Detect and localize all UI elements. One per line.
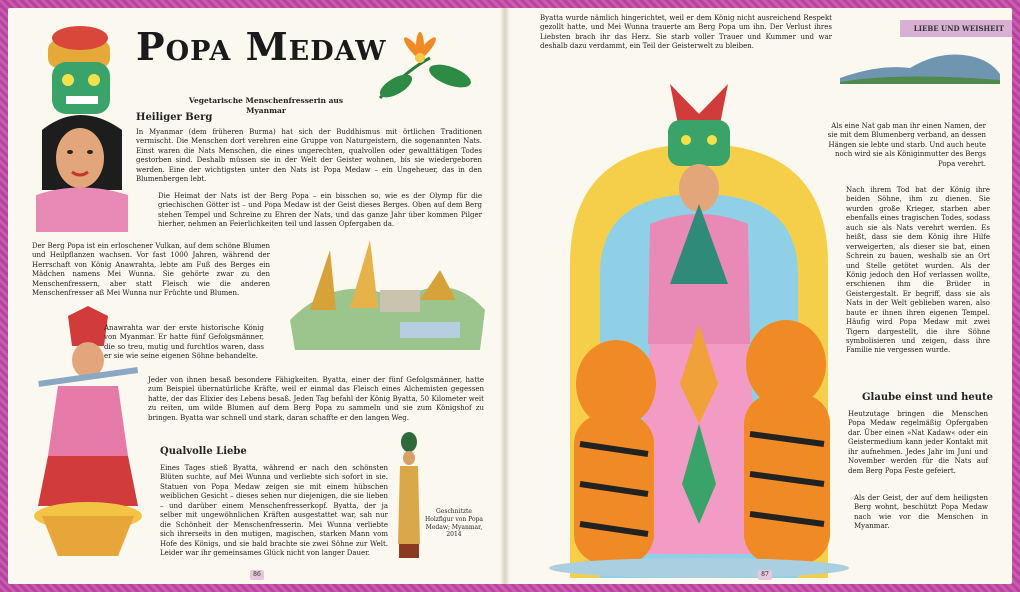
paragraph-r1: Byatta wurde nämlich hingerichtet, weil er dem König nicht ausreichend Respekt gezollt hatte, und Mei Wunna trauerte am Berg Popa um ihn. Der Verlust ihres Liebsten brach ihr das Herz. Sie starb voller Trauer und Kummer und war deshalb dazu verdammt, ein Teil der Geisterwelt zu bleiben. — [540, 14, 832, 51]
popa-medaw-with-tigers-illustration — [530, 84, 868, 578]
paragraph-r4: Heutzutage bringen die Menschen Popa Medaw regelmäßig Opfergaben dar. Über einen »Nat Kadaw« oder ein Geistermedium kann jeder Kontakt mit ihr aufnehmen. Jedes Jahr im Juni und November werden für die Nats auf dem Berg Popa Feste gefeiert. — [848, 410, 988, 475]
tiger-right — [744, 320, 830, 564]
paragraph-r2: Als eine Nat gab man ihr einen Namen, der sie mit dem Blumenberg verband, an dessen Hängen sie lebte und starb. Und auch heute noch wird sie als Königinmutter des Bergs Popa verehrt. — [827, 122, 986, 168]
flower-illustration — [370, 28, 480, 108]
right-page — [510, 8, 1012, 584]
book-gutter — [500, 8, 510, 584]
page-number-right: 87 — [758, 570, 772, 580]
photo-caption: Geschnitzte Holzfigur von Popa Medaw; Myanmar, 2014 — [424, 508, 483, 539]
paragraph-r5: Als der Geist, der auf dem heiligsten Berg wohnt, beschützt Popa Medaw nach wie vor die Menschen in Myanmar. — [854, 494, 988, 531]
popa-medaw-portrait-illustration — [22, 20, 134, 232]
temple-mountain-illustration — [280, 230, 490, 356]
wooden-figure-photo — [394, 432, 424, 566]
paragraph-2: Die Heimat der Nats ist der Berg Popa – ein bisschen so, wie es der Olymp für die griechischen Götter ist – und Popa Medaw ist der Geist dieses Berges. Oben auf dem Berg stehen Tempel und Schreine zu Ehren der Nats, und das ganze Jahr über kommen Pilger hierher, nehmen an Feierlichkeiten teil und lassen Opfergaben da. — [158, 192, 482, 229]
paragraph-3: Der Berg Popa ist ein erloschener Vulkan, auf dem schöne Blumen und Heilpflanzen wachsen. Vor fast 1000 Jahren, während der Herrschaft von König Anawrahta, lebte am Fuß des Berges ein Mädchen namens Mei Wunna. Sie gehörte zwar zu den Menschenfressern, aber statt Fleisch wie die anderen Menschenfresser aß Mei Wunna nur Früchte und Blumen. — [32, 242, 270, 298]
section-heading-glaube: Glaube einst und heute — [862, 392, 993, 403]
section-heading-heiliger-berg: Heiliger Berg — [136, 112, 213, 123]
paragraph-5: Jeder von ihnen besaß besondere Fähigkeiten. Byatta, einer der fünf Gefolgsmänner, hatte zum Beispiel übernatürliche Kräfte, weil er einmal das Fleisch eines Alchemisten gegessen hatte, der das Elixier des Lebens besaß. Jeden Tag befahl der König Byatta, 50 Kilometer weit zu reiten, um wilde Blumen auf dem Berg Popa zu sammeln und sie zum Königshof zu bringen. Byatta war schnell und stark, daran schaffte er den langen Weg. — [148, 376, 484, 422]
chapter-tag: LIEBE UND WEISHEIT — [900, 20, 1012, 37]
page-number-left: 86 — [250, 570, 264, 580]
paragraph-4: Anawrahta war der erste historische König von Myanmar. Er hatte fünf Gefolgsmänner, die so treu, mutig und furchtlos waren, dass er sie wie seine eigenen Söhne behandelte. — [104, 324, 264, 361]
page-subtitle: Vegetarische Menschenfresserin aus Myanmar — [188, 96, 344, 115]
tiger-left — [574, 340, 656, 564]
section-heading-qualvolle-liebe: Qualvolle Liebe — [160, 446, 247, 457]
left-page — [8, 8, 508, 584]
page-title: Popa Medaw — [136, 24, 387, 69]
paragraph-r3: Nach ihrem Tod bat der König ihre beiden Söhne, ihm zu dienen. Sie wurden große Krieger, starben aber ebenfalls eines tragischen Todes, sodass auch sie als Nats verehrt werden. Es heißt, dass sie dem König ihre Hilfe verweigerten, als dieser sie bat, einen Schrein zu bauen, weshalb sie an Ort und Stelle getötet wurden. Als der König jedoch den Hof verlassen wollte, erschienen ihm die Brüder in Geistergestalt. Er begriff, dass sie als Nats in der Welt geblieben waren, also baute er ihnen ihren eigenen Tempel. Häufig wird Popa Medaw mit zwei Tigern dargestellt, die ihre Söhne symbolisieren und zeigen, dass ihre Familie nie vergessen wurde. — [846, 186, 990, 355]
paragraph-6: Eines Tages stieß Byatta, während er nach den schönsten Blüten suchte, auf Mei Wunna und verliebte sich sofort in sie. Statuen von Popa Medaw zeigen sie mit einem hübschen weiblichen Gesicht – dieses sehen nur diejenigen, die sie lieben – und darüber einem Menschenfresserkopf. Byatta, der ja selber mit ungewöhnlichen Kräften ausgestattet war, sah nur die Schönheit der Menschenfresserin. Mei Wunna verliebte sich ihrerseits in den mutigen, magischen, starken Mann vom Hofe des Königs, und sie bald brachte sie zwei Söhne zur Welt. Leider war ihr gemeinsames Glück nicht von langer Dauer. — [160, 464, 388, 557]
mountain-landscape-illustration — [840, 44, 1000, 84]
paragraph-1: In Myanmar (dem früheren Burma) hat sich der Buddhismus mit örtlichen Traditionen vermischt. Die Menschen dort verehren eine Gruppe von Naturgeistern, die sogenannten Nats. Einst waren die Nats Menschen, die eines ungerechten, qualvollen oder gewalttätigen Todes gestorben sind. Deshalb müssen sie in der Welt der Geister wohnen, bis sie wiedergeboren werden. Eine der wichtigsten unter den Nats ist Popa Medaw – ein Ungeheuer, das in den Blumenbergen lebt. — [136, 128, 482, 184]
